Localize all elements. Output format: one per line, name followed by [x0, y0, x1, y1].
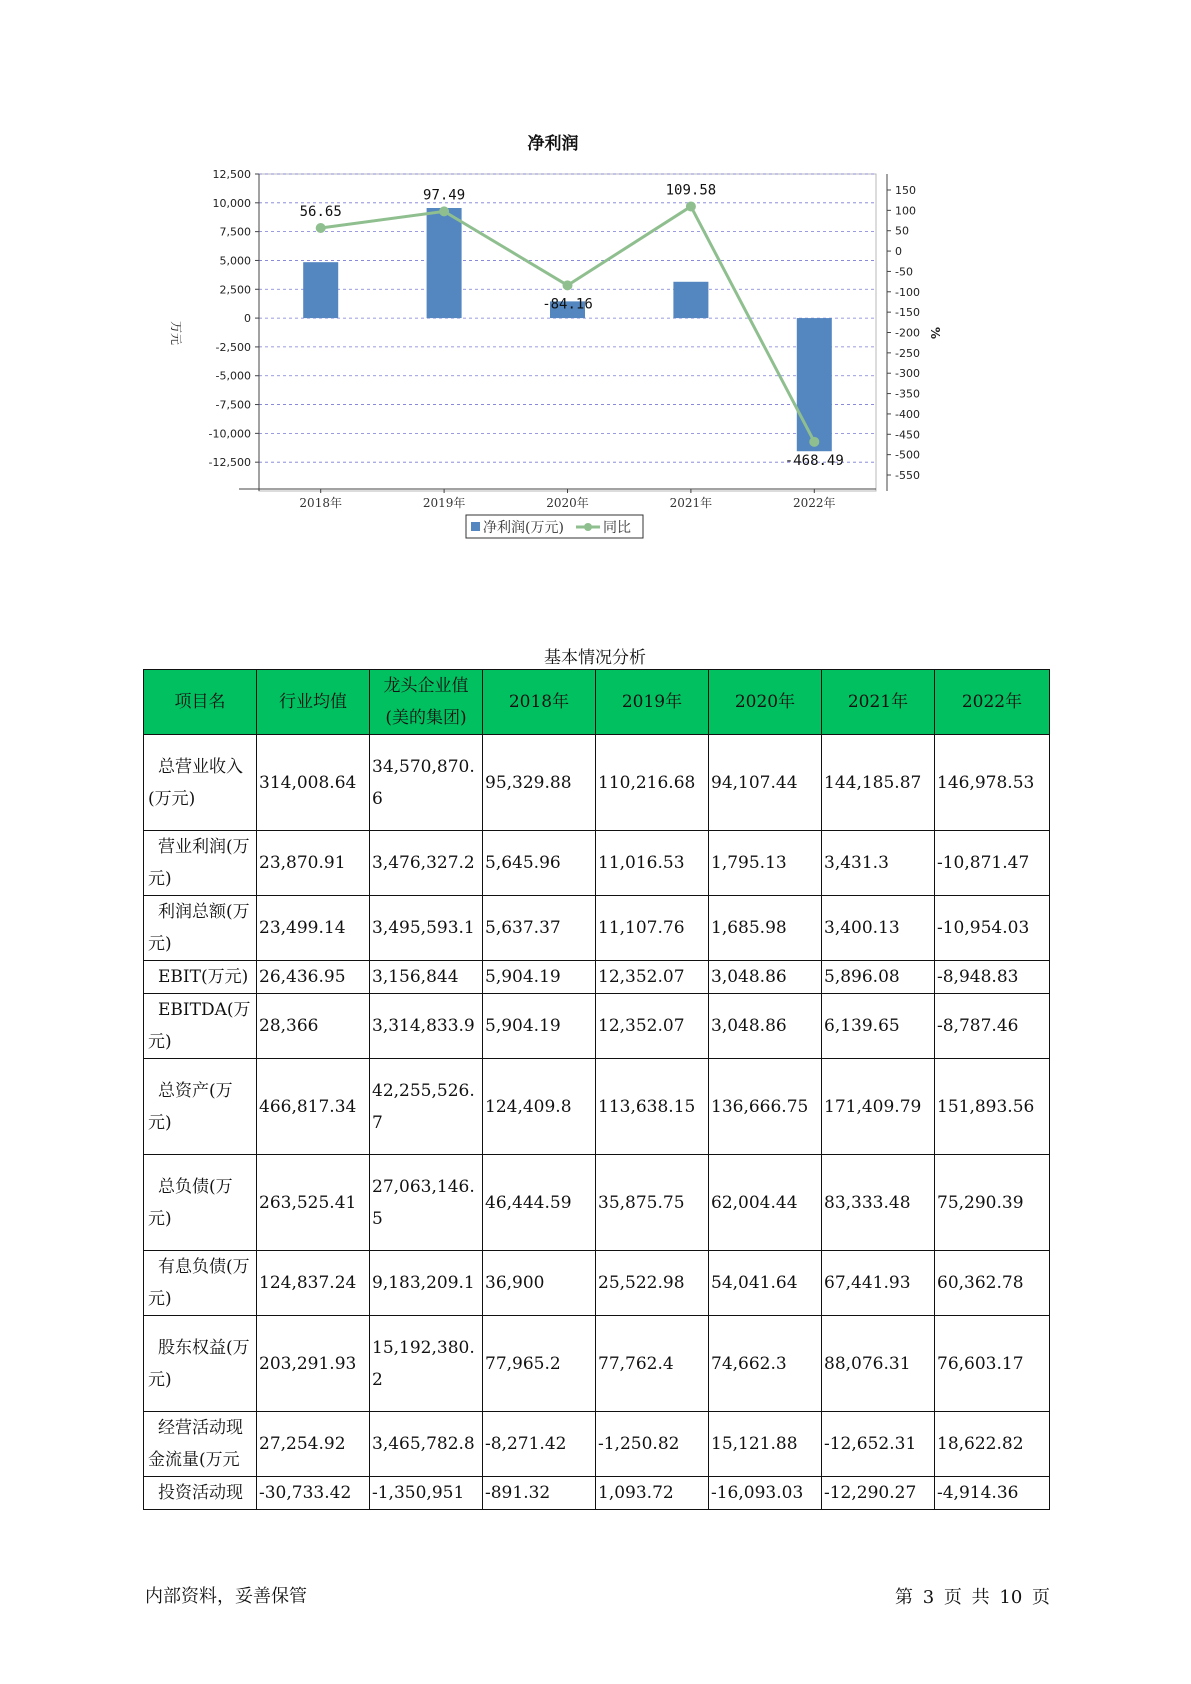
yoy-point [316, 223, 326, 233]
table-row [144, 1412, 1050, 1477]
value-cell: 34,570,870.6 [370, 735, 483, 831]
footer-confidential-note: 内部资料，妥善保管 [145, 1586, 307, 1607]
row-name-cell: EBITDA(万元) [144, 994, 257, 1059]
value-cell: 1,093.72 [596, 1477, 709, 1510]
value-cell: 75,290.39 [935, 1155, 1050, 1251]
value-cell: 77,762.4 [596, 1316, 709, 1412]
value-cell: 3,314,833.9 [370, 994, 483, 1059]
y2-tick-label: -300 [895, 367, 920, 381]
value-cell: -8,787.46 [935, 994, 1050, 1059]
value-cell: -16,093.03 [709, 1477, 822, 1510]
y2-tick-label: -250 [895, 346, 920, 360]
table-row [144, 994, 1050, 1059]
value-cell: 3,156,844 [370, 961, 483, 994]
value-cell: 36,900 [483, 1251, 596, 1316]
value-cell: 12,352.07 [596, 961, 709, 994]
row-name-cell: 总负债(万元) [144, 1155, 257, 1251]
value-cell: 9,183,209.1 [370, 1251, 483, 1316]
y-tick-label: -5,000 [215, 369, 251, 383]
column-header: 龙头企业值(美的集团) [370, 670, 483, 735]
y-tick-label: 5,000 [219, 254, 251, 268]
column-header: 2021年 [822, 670, 935, 735]
y2-tick-label: 100 [895, 204, 916, 218]
value-cell: 5,637.37 [483, 896, 596, 961]
value-cell: 124,409.8 [483, 1059, 596, 1155]
value-cell: 15,121.88 [709, 1412, 822, 1477]
value-cell: 5,904.19 [483, 994, 596, 1059]
value-cell: 11,107.76 [596, 896, 709, 961]
value-cell: 263,525.41 [257, 1155, 370, 1251]
value-cell: -8,271.42 [483, 1412, 596, 1477]
y2-tick-label: -350 [895, 387, 920, 401]
value-cell: 26,436.95 [257, 961, 370, 994]
chart-svg [169, 134, 1040, 595]
value-cell: 3,048.86 [709, 961, 822, 994]
y2-tick-label: -400 [895, 407, 920, 421]
value-cell: 3,465,782.8 [370, 1412, 483, 1477]
yoy-point [439, 206, 449, 216]
yoy-data-label: -468.49 [784, 452, 844, 469]
y2-tick-label: -50 [895, 265, 913, 279]
y-tick-label: 12,500 [212, 168, 251, 181]
value-cell: 11,016.53 [596, 831, 709, 896]
value-cell: -4,914.36 [935, 1477, 1050, 1510]
bar-net-profit [303, 262, 338, 318]
y-tick-label: 0 [244, 312, 251, 326]
row-name-cell: 经营活动现金流量(万元 [144, 1412, 257, 1477]
value-cell: 151,893.56 [935, 1059, 1050, 1155]
value-cell: 3,476,327.2 [370, 831, 483, 896]
legend-line-marker [584, 523, 592, 531]
y-tick-label: 7,500 [219, 225, 251, 239]
plot-frame [259, 174, 876, 491]
footer-page-number: 第 3 页 共 10 页 [895, 1587, 1050, 1608]
x-tick-label: 2021年 [669, 496, 713, 510]
value-cell: 203,291.93 [257, 1316, 370, 1412]
y2-tick-label: 0 [895, 245, 902, 259]
value-cell: 3,495,593.1 [370, 896, 483, 961]
legend-line-label: 同比 [603, 520, 631, 536]
value-cell: 146,978.53 [935, 735, 1050, 831]
value-cell: 5,645.96 [483, 831, 596, 896]
value-cell: -10,954.03 [935, 896, 1050, 961]
row-name-cell: 营业利润(万元) [144, 831, 257, 896]
value-cell: 136,666.75 [709, 1059, 822, 1155]
value-cell: 15,192,380.2 [370, 1316, 483, 1412]
row-name-cell: 股东权益(万元) [144, 1316, 257, 1412]
y2-tick-label: 50 [895, 224, 909, 238]
value-cell: 5,896.08 [822, 961, 935, 994]
value-cell: 77,965.2 [483, 1316, 596, 1412]
table-row [144, 1477, 1050, 1510]
row-name-cell: 有息负债(万元) [144, 1251, 257, 1316]
bar-net-profit [427, 208, 462, 318]
value-cell: 35,875.75 [596, 1155, 709, 1251]
y2-tick-label: -100 [895, 285, 920, 299]
bar-net-profit [797, 318, 832, 451]
value-cell: 113,638.15 [596, 1059, 709, 1155]
column-header: 2022年 [935, 670, 1050, 735]
y-tick-label: -12,500 [208, 456, 251, 470]
y-axis-title: 万元 [169, 320, 183, 346]
x-tick-label: 2022年 [793, 496, 836, 510]
table-row [144, 961, 1050, 994]
value-cell: 144,185.87 [822, 735, 935, 831]
y-tick-label: -7,500 [215, 398, 251, 412]
y2-tick-label: -450 [895, 428, 920, 442]
value-cell: 1,685.98 [709, 896, 822, 961]
value-cell: 171,409.79 [822, 1059, 935, 1155]
value-cell: -1,250.82 [596, 1412, 709, 1477]
value-cell: 95,329.88 [483, 735, 596, 831]
value-cell: 28,366 [257, 994, 370, 1059]
y2-tick-label: -550 [895, 469, 920, 482]
value-cell: 27,063,146.5 [370, 1155, 483, 1251]
yoy-data-label: 97.49 [423, 187, 466, 204]
value-cell: -30,733.42 [257, 1477, 370, 1510]
value-cell: 466,817.34 [257, 1059, 370, 1155]
yoy-line [321, 206, 815, 441]
column-header: 2018年 [483, 670, 596, 735]
value-cell: 110,216.68 [596, 735, 709, 831]
yoy-point [686, 201, 696, 211]
table-row [144, 831, 1050, 896]
table-row [144, 1059, 1050, 1155]
value-cell: -12,652.31 [822, 1412, 935, 1477]
y2-tick-label: -150 [895, 306, 920, 320]
table-row [144, 1316, 1050, 1412]
value-cell: 46,444.59 [483, 1155, 596, 1251]
value-cell: 3,400.13 [822, 896, 935, 961]
value-cell: -1,350,951 [370, 1477, 483, 1510]
row-name-cell: 投资活动现 [144, 1477, 257, 1510]
y-tick-label: 2,500 [219, 283, 251, 297]
row-name-cell: 利润总额(万元) [144, 896, 257, 961]
table-row [144, 735, 1050, 831]
yoy-data-label: -84.16 [542, 296, 593, 313]
value-cell: 1,795.13 [709, 831, 822, 896]
value-cell: 5,904.19 [483, 961, 596, 994]
value-cell: 124,837.24 [257, 1251, 370, 1316]
yoy-data-label: 56.65 [299, 204, 342, 221]
y-tick-label: -10,000 [208, 427, 251, 441]
legend-bar-label: 净利润(万元) [483, 520, 564, 536]
y2-tick-label: -200 [895, 326, 920, 340]
y-tick-label: -2,500 [215, 340, 251, 354]
value-cell: 25,522.98 [596, 1251, 709, 1316]
value-cell: -891.32 [483, 1477, 596, 1510]
value-cell: 3,048.86 [709, 994, 822, 1059]
value-cell: -12,290.27 [822, 1477, 935, 1510]
value-cell: 18,622.82 [935, 1412, 1050, 1477]
value-cell: -10,871.47 [935, 831, 1050, 896]
yoy-point [563, 280, 573, 290]
yoy-point [809, 437, 819, 447]
column-header: 行业均值 [257, 670, 370, 735]
chart-title: 净利润 [527, 134, 579, 154]
row-name-cell: EBIT(万元) [144, 961, 257, 994]
value-cell: -8,948.83 [935, 961, 1050, 994]
value-cell: 12,352.07 [596, 994, 709, 1059]
table-row [144, 1155, 1050, 1251]
column-header: 2019年 [596, 670, 709, 735]
value-cell: 3,431.3 [822, 831, 935, 896]
basic-analysis-table [143, 669, 1050, 1510]
value-cell: 62,004.44 [709, 1155, 822, 1251]
row-name-cell: 总营业收入(万元) [144, 735, 257, 831]
y2-axis-title: % [928, 326, 942, 340]
value-cell: 83,333.48 [822, 1155, 935, 1251]
x-tick-label: 2018年 [299, 496, 342, 510]
value-cell: 6,139.65 [822, 994, 935, 1059]
yoy-data-label: 109.58 [665, 182, 717, 199]
table-header-row [144, 670, 1050, 735]
value-cell: 74,662.3 [709, 1316, 822, 1412]
table-row [144, 896, 1050, 961]
value-cell: 23,499.14 [257, 896, 370, 961]
x-tick-label: 2020年 [546, 496, 589, 510]
y2-tick-label: 150 [895, 184, 916, 197]
value-cell: 67,441.93 [822, 1251, 935, 1316]
bar-net-profit [673, 282, 708, 318]
row-name-cell: 总资产(万元) [144, 1059, 257, 1155]
value-cell: 314,008.64 [257, 735, 370, 831]
x-tick-label: 2019年 [422, 496, 466, 510]
y-tick-label: 10,000 [212, 196, 251, 210]
net-profit-chart [169, 134, 1040, 595]
value-cell: 42,255,526.7 [370, 1059, 483, 1155]
legend-bar-swatch [471, 522, 480, 531]
value-cell: 88,076.31 [822, 1316, 935, 1412]
table-caption: 基本情况分析 [544, 648, 646, 668]
y2-tick-label: -500 [895, 448, 920, 462]
value-cell: 54,041.64 [709, 1251, 822, 1316]
table-row [144, 1251, 1050, 1316]
value-cell: 23,870.91 [257, 831, 370, 896]
value-cell: 60,362.78 [935, 1251, 1050, 1316]
value-cell: 94,107.44 [709, 735, 822, 831]
column-header: 2020年 [709, 670, 822, 735]
value-cell: 27,254.92 [257, 1412, 370, 1477]
column-header: 项目名 [144, 670, 257, 735]
value-cell: 76,603.17 [935, 1316, 1050, 1412]
